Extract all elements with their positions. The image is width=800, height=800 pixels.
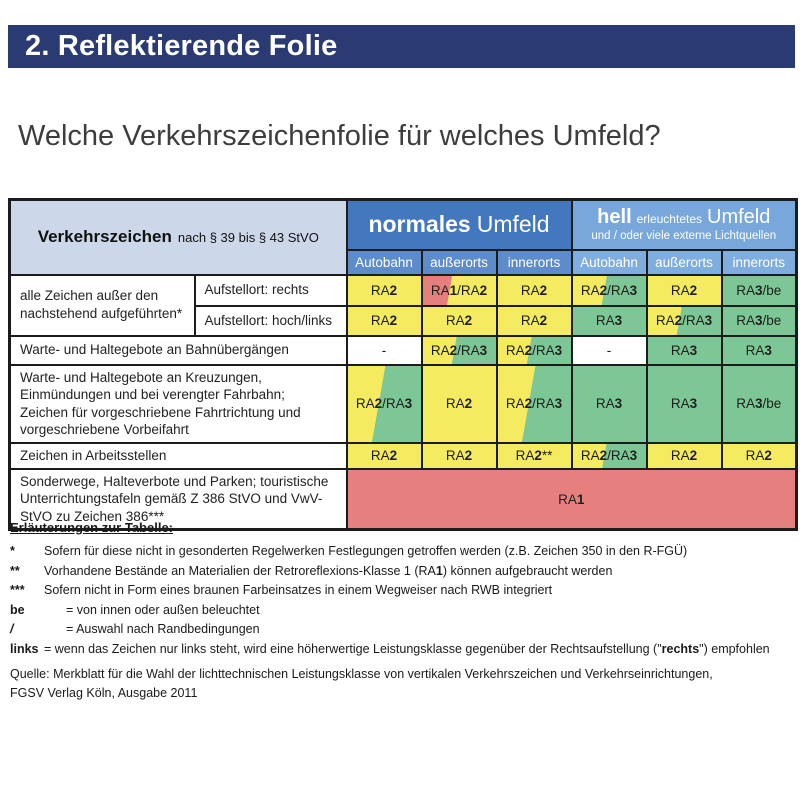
subheader-autobahn-hell: Autobahn (572, 250, 647, 275)
ra-class-cell: RA3 (572, 365, 647, 443)
footnote-line (10, 542, 792, 562)
verkehrszeichen-header (10, 200, 347, 275)
ra-class-cell: RA2/RA3 (647, 306, 722, 336)
normales-umfeld-rest: Umfeld (476, 211, 550, 238)
verkehrszeichen-header-bold: Verkehrszeichen (37, 227, 172, 247)
ra-class-cell: RA2/RA3 (572, 443, 647, 469)
subheader-autobahn-normal: Autobahn (347, 250, 422, 275)
ra-class-cell: RA2/RA3 (347, 365, 422, 443)
ra-class-cell: RA2 (422, 443, 497, 469)
footnote-marker: * (10, 544, 15, 558)
hell-umfeld-bold: hell (597, 206, 632, 229)
subheader-innerorts-hell: innerorts (722, 250, 797, 275)
ra-class-cell: RA3 (722, 336, 797, 365)
ra-class-cell: RA3/be (722, 365, 797, 443)
foil-environment-table (8, 198, 798, 531)
footnotes-list (10, 542, 792, 659)
subheader-ausserorts-normal: außerorts (422, 250, 497, 275)
hell-umfeld-line1 (575, 206, 794, 230)
footnote-marker: links (10, 641, 39, 656)
hell-umfeld-mid: erleuchtetes (636, 212, 702, 227)
footnote-line (10, 640, 792, 660)
footnote-line (10, 601, 792, 621)
table-row (10, 365, 797, 443)
hell-umfeld-header (572, 200, 797, 250)
table-row (10, 443, 797, 469)
row-label: Warte- und Haltegebote an Kreuzungen, Einmündungen und bei verengter Fahrbahn; Zeichen für vorgeschriebene Fahrtrichtung und vorgeschriebene Vorbeifahrt (10, 365, 347, 443)
footnote-text: Vorhandene Bestände an Materialien der Retroreflexions-Klasse 1 (RA1) können aufgebraucht werden (44, 563, 613, 578)
row-label: Sonderwege, Halteverbote und Parken; touristische Unterrichtungstafeln gemäß Z 386 StVO und VwV-StVO zu Zeichen 386*** (10, 469, 347, 530)
table-row (10, 336, 797, 365)
slide-title-bar (8, 25, 795, 68)
ra-class-cell: RA1 (347, 469, 797, 530)
ra-class-cell: RA2** (497, 443, 572, 469)
ra-class-cell: RA3 (572, 306, 647, 336)
ra-class-cell: RA2 (347, 306, 422, 336)
source-line-1: Quelle: Merkblatt für die Wahl der lichttechnischen Leistungsklasse von vertikalen Verkehrszeichen und Verkehrseinrichtungen, (10, 666, 713, 681)
footnote-text: Sofern für diese nicht in gesonderten Regelwerken Festlegungen getroffen werden (z.B. Zeichen 350 in den R-FGÜ) (44, 544, 688, 558)
ra-class-cell: RA2 (647, 443, 722, 469)
footnotes-heading: Erläuterungen zur Tabelle: (10, 520, 174, 535)
hell-umfeld-rest: Umfeld (707, 206, 771, 229)
footnote-text: = von innen oder außen beleuchtet (66, 602, 260, 617)
footnote-marker: ** (10, 563, 20, 578)
subheader-ausserorts-hell: außerorts (647, 250, 722, 275)
ra-class-cell: RA3 (647, 336, 722, 365)
slide-title: 2. Reflektierende Folie (25, 30, 338, 62)
ra-class-cell: RA2/RA3 (497, 336, 572, 365)
row-label: Aufstellort: hoch/links (195, 306, 347, 336)
footnote-text: Sofern nicht in Form eines braunen Farbeinsatzes in einem Wegweiser nach RWB integriert (44, 583, 553, 597)
ra-class-cell: RA3 (647, 365, 722, 443)
footnote-marker: *** (10, 583, 25, 597)
normales-umfeld-bold: normales (368, 211, 471, 238)
ra-class-cell: RA2 (347, 275, 422, 306)
ra-class-cell: RA2 (647, 275, 722, 306)
row-group-label: alle Zeichen außer den nachstehend aufgeführten* (10, 275, 195, 336)
footnote-text: = wenn das Zeichen nur links steht, wird eine höherwertige Leistungsklasse gegenüber der Rechtsaufstellung ("rechts") empfohlen (44, 641, 770, 656)
footnote-line (10, 581, 792, 601)
source-line-2: FGSV Verlag Köln, Ausgabe 2011 (10, 685, 198, 700)
ra-class-cell: RA2 (497, 275, 572, 306)
row-label: Aufstellort: rechts (195, 275, 347, 306)
footnote-line (10, 620, 792, 640)
ra-class-cell: RA2/RA3 (572, 275, 647, 306)
ra-class-cell: RA2 (722, 443, 797, 469)
row-label: Warte- und Haltegebote an Bahnübergängen (10, 336, 347, 365)
row-label: Zeichen in Arbeitsstellen (10, 443, 347, 469)
table-row (10, 275, 797, 306)
ra-class-cell: RA3/be (722, 275, 797, 306)
ra-class-cell: RA3/be (722, 306, 797, 336)
ra-class-cell: RA1/RA2 (422, 275, 497, 306)
ra-class-cell: RA2/RA3 (422, 336, 497, 365)
footnote-text: = Auswahl nach Randbedingungen (66, 622, 260, 636)
ra-class-cell: RA2 (347, 443, 422, 469)
normales-umfeld-header (347, 200, 572, 250)
verkehrszeichen-header-rest: nach § 39 bis § 43 StVO (177, 230, 319, 246)
ra-class-cell: RA2 (422, 365, 497, 443)
ra-class-cell: RA2 (422, 306, 497, 336)
source-note (10, 665, 713, 703)
footnote-marker: be (10, 602, 25, 617)
slide-subtitle: Welche Verkehrszeichenfolie für welches Umfeld? (18, 120, 661, 152)
footnote-line (10, 562, 792, 582)
ra-class-cell: RA2 (497, 306, 572, 336)
hell-umfeld-line2: und / oder viele externe Lichtquellen (591, 230, 777, 243)
footnotes-section (10, 520, 792, 659)
ra-class-cell: - (347, 336, 422, 365)
ra-class-cell: RA2/RA3 (497, 365, 572, 443)
ra-class-cell: - (572, 336, 647, 365)
subheader-innerorts-normal: innerorts (497, 250, 572, 275)
footnote-marker: / (10, 622, 14, 636)
